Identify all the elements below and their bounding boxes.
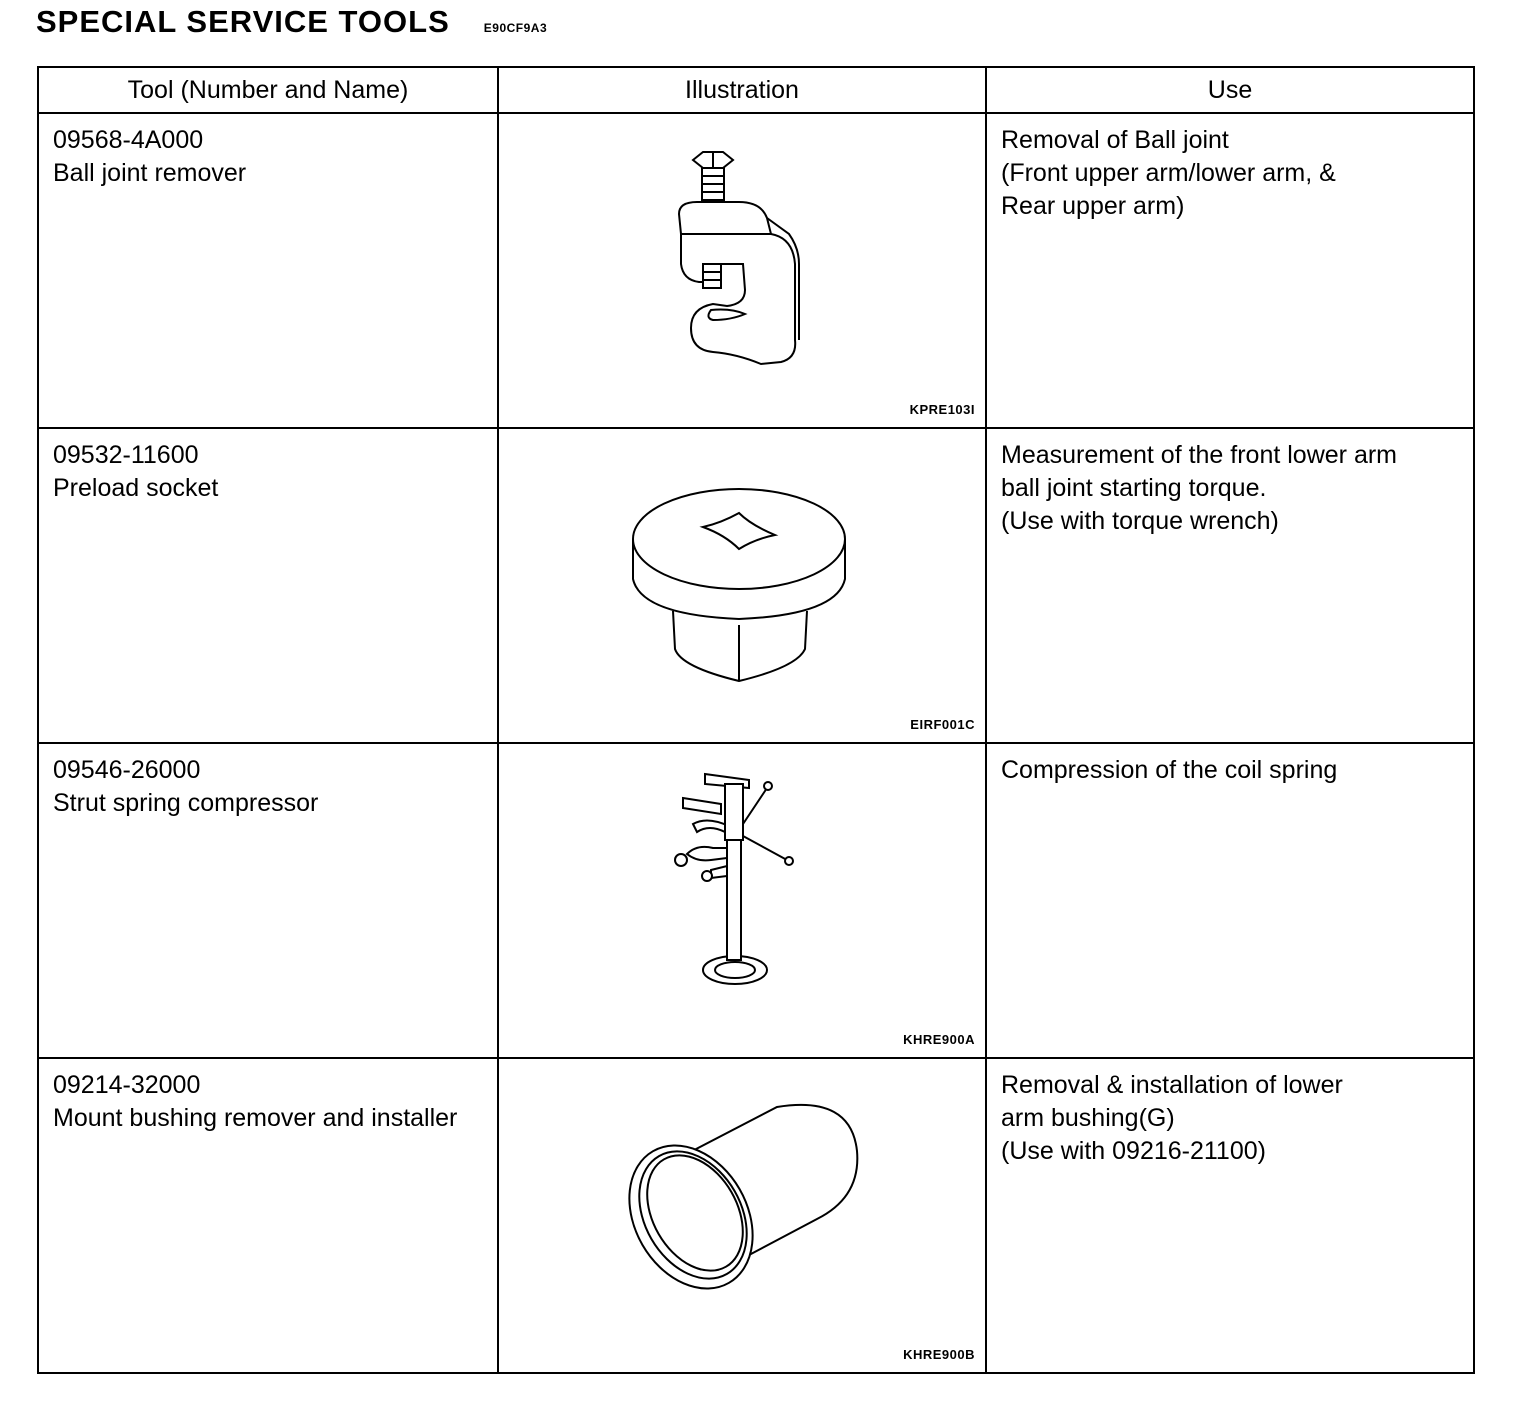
tool-cell [38, 113, 498, 428]
use-cell [986, 743, 1474, 1058]
page-header [36, 4, 547, 40]
ball-joint-remover-illustration [499, 114, 987, 427]
tool-name: Strut spring compressor [53, 789, 319, 817]
figure-code: EIRF001C [910, 717, 975, 732]
figure-code: KHRE900B [903, 1347, 975, 1362]
tool-number: 09568-4A000 [53, 126, 204, 154]
table-row [38, 113, 1474, 428]
tool-name: Preload socket [53, 474, 219, 502]
use-text: Measurement of the front lower arm ball joint starting torque. (Use with torque wrench) [1001, 441, 1397, 535]
illustration-cell [498, 743, 986, 1058]
use-cell [986, 113, 1474, 428]
tool-number: 09532-11600 [53, 441, 199, 469]
use-text: Compression of the coil spring [1001, 756, 1338, 784]
column-header-tool: Tool (Number and Name) [38, 67, 498, 113]
use-cell [986, 428, 1474, 743]
tool-cell [38, 743, 498, 1058]
mount-bushing-tool-illustration [499, 1059, 987, 1372]
tool-cell [38, 1058, 498, 1373]
special-service-tools-table [37, 66, 1475, 1374]
tool-number: 09214-32000 [53, 1071, 201, 1099]
illustration-cell [498, 1058, 986, 1373]
use-text: Removal & installation of lower arm bushing(G) (Use with 09216-21100) [1001, 1071, 1343, 1165]
table-row [38, 743, 1474, 1058]
table-header-row [38, 67, 1474, 113]
tool-name: Mount bushing remover and installer [53, 1104, 458, 1132]
page-title: SPECIAL SERVICE TOOLS [36, 4, 450, 39]
column-header-use: Use [986, 67, 1474, 113]
tool-cell [38, 428, 498, 743]
column-header-illustration: Illustration [498, 67, 986, 113]
tool-name: Ball joint remover [53, 159, 247, 187]
use-text: Removal of Ball joint (Front upper arm/lower arm, & Rear upper arm) [1001, 126, 1336, 220]
illustration-cell [498, 428, 986, 743]
section-code: E90CF9A3 [483, 21, 548, 35]
preload-socket-illustration [499, 429, 987, 742]
strut-spring-compressor-illustration [499, 744, 987, 1057]
table-row [38, 1058, 1474, 1373]
figure-code: KPRE103I [909, 402, 975, 417]
use-cell [986, 1058, 1474, 1373]
illustration-cell [498, 113, 986, 428]
figure-code: KHRE900A [903, 1032, 975, 1047]
tool-number: 09546-26000 [53, 756, 201, 784]
table-row [38, 428, 1474, 743]
